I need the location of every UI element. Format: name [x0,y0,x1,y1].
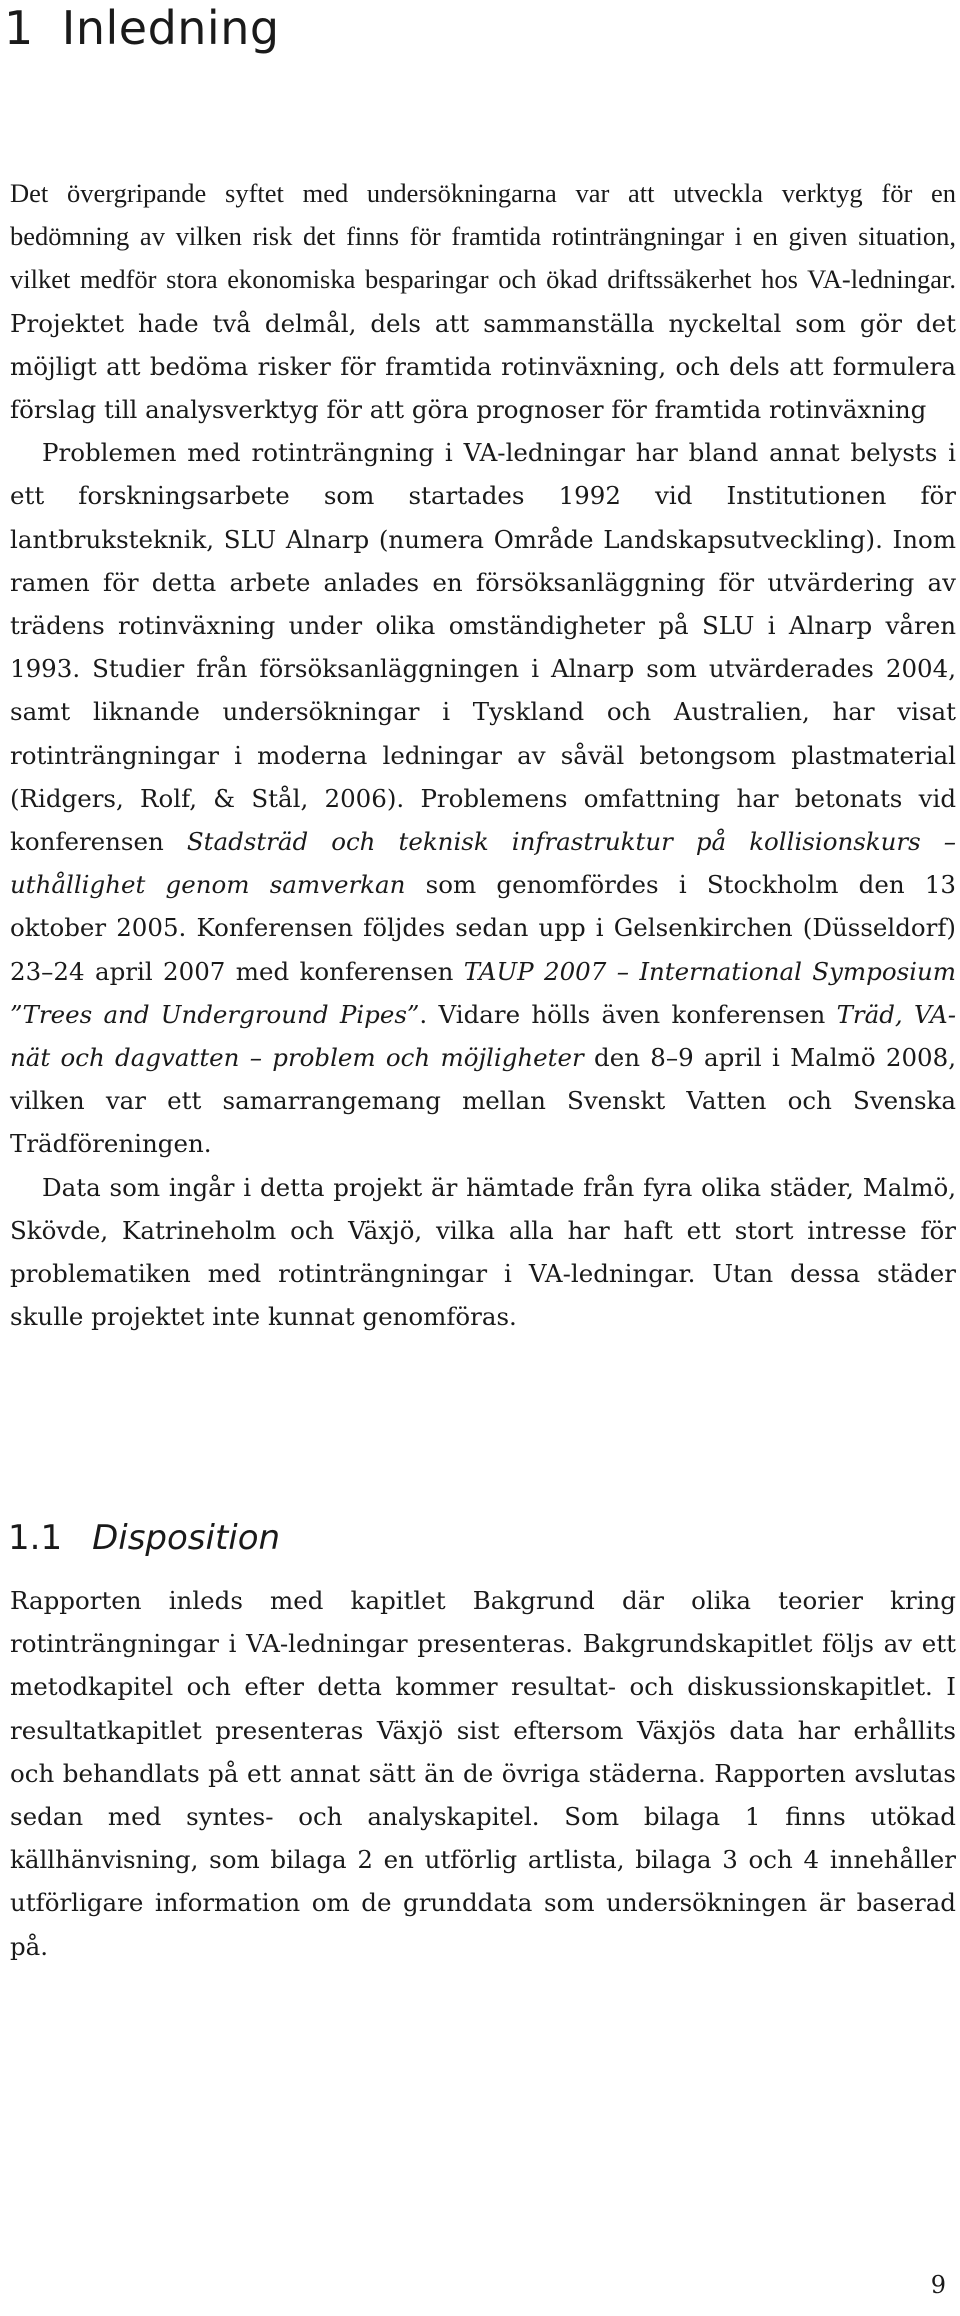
paragraph-text: den 8–9 april i Malmö 2008, vilken var ett samarrangemang mellan Svenskt Vatten och Svenska Trädföreningen. [10,1043,956,1159]
section-title: Disposition [92,1518,281,1558]
paragraph-background [10,431,956,1165]
section-number: 1.1 [8,1518,63,1558]
chapter-number: 1 [4,1,34,55]
paragraph-text: . Vidare hölls även konferensen [419,999,837,1029]
paragraph-purpose [10,172,956,431]
paragraph-text: Problemen med rotinträngning i VA-ledningar har bland annat belysts i ett forskningsarbete som startades 1992 vid Institutionen för lantbruksteknik, SLU Alnarp (numera Område Landskapsutveckling). Inom ramen för detta arbete anlades en försöksanläggning för utvärdering av trädens rotinväxning under olika omständigheter på SLU i Alnarp våren 1993. Studier från försöksanläggningen i Alnarp som utvärderades 2004, samt liknande undersökningar i Tyskland och Australien, har visat rotinträngningar i moderna ledningar av såväl betongsom plastmaterial (Ridgers, Rolf, & Stål, 2006). Problemens omfattning har betonats vid konferensen [10,438,956,857]
italic-title-text: Stadsträd och teknisk infrastruktur på kollisionskurs – uthållighet genom samverkan [10,827,956,900]
disposition-body [10,1579,956,1968]
paragraph-purpose-goals: Projektet hade två delmål, dels att sammanställa nyckeltal som gör det möjligt att bedöma risker för framtida rotinväxning, och dels att formulera förslag till analysverktyg för att göra prognoser för framtida rotinväxning [10,308,956,425]
chapter-heading [4,0,280,56]
page-number: 9 [930,2271,946,2299]
italic-title-text: TAUP 2007 – International Symposium ”Trees and Underground Pipes” [10,956,957,1029]
italic-title-text: Träd, VA-nät och dagvatten – problem och möjligheter [10,999,957,1073]
paragraph-purpose-sentence: Det övergripande syftet med undersökningarna var att utveckla verktyg för en bedömning av vilken risk det finns för framtida rotinträngningar i en given situation, vilket medför stora ekonomiska besparingar och ökad driftssäkerhet hos VA-ledningar. [10,178,956,295]
paragraph-text: som genomfördes i Stockholm den 13 oktober 2005. Konferensen följdes sedan upp i Gelsenkirchen (Düsseldorf) 23–24 april 2007 med konferensen [10,870,956,986]
section-heading [8,1518,280,1558]
paragraph-disposition: Rapporten inleds med kapitlet Bakgrund där olika teorier kring rotinträngningar i VA-ledningar presenteras. Bakgrundskapitlet följs av ett metodkapitel och efter detta kommer resultat- och diskussionskapitlet. I resultatkapitlet presenteras Växjö sist eftersom Växjös data har erhållits och behandlats på ett annat sätt än de övriga städerna. Rapporten avslutas sedan med syntes- och analyskapitel. Som bilaga 1 finns utökad källhänvisning, som bilaga 2 en utförlig artlista, bilaga 3 och 4 innehåller utförligare information om de grunddata som undersökningen är baserad på. [10,1586,956,1961]
paragraph-data-sources: Data som ingår i detta projekt är hämtade från fyra olika städer, Malmö, Skövde, Katrineholm och Växjö, vilka alla har haft ett stort intresse för problematiken med rotinträngningar i VA-ledningar. Utan dessa städer skulle projektet inte kunnat genomföras. [10,1172,956,1332]
introduction-body [10,172,956,1338]
chapter-title: Inledning [61,1,280,55]
